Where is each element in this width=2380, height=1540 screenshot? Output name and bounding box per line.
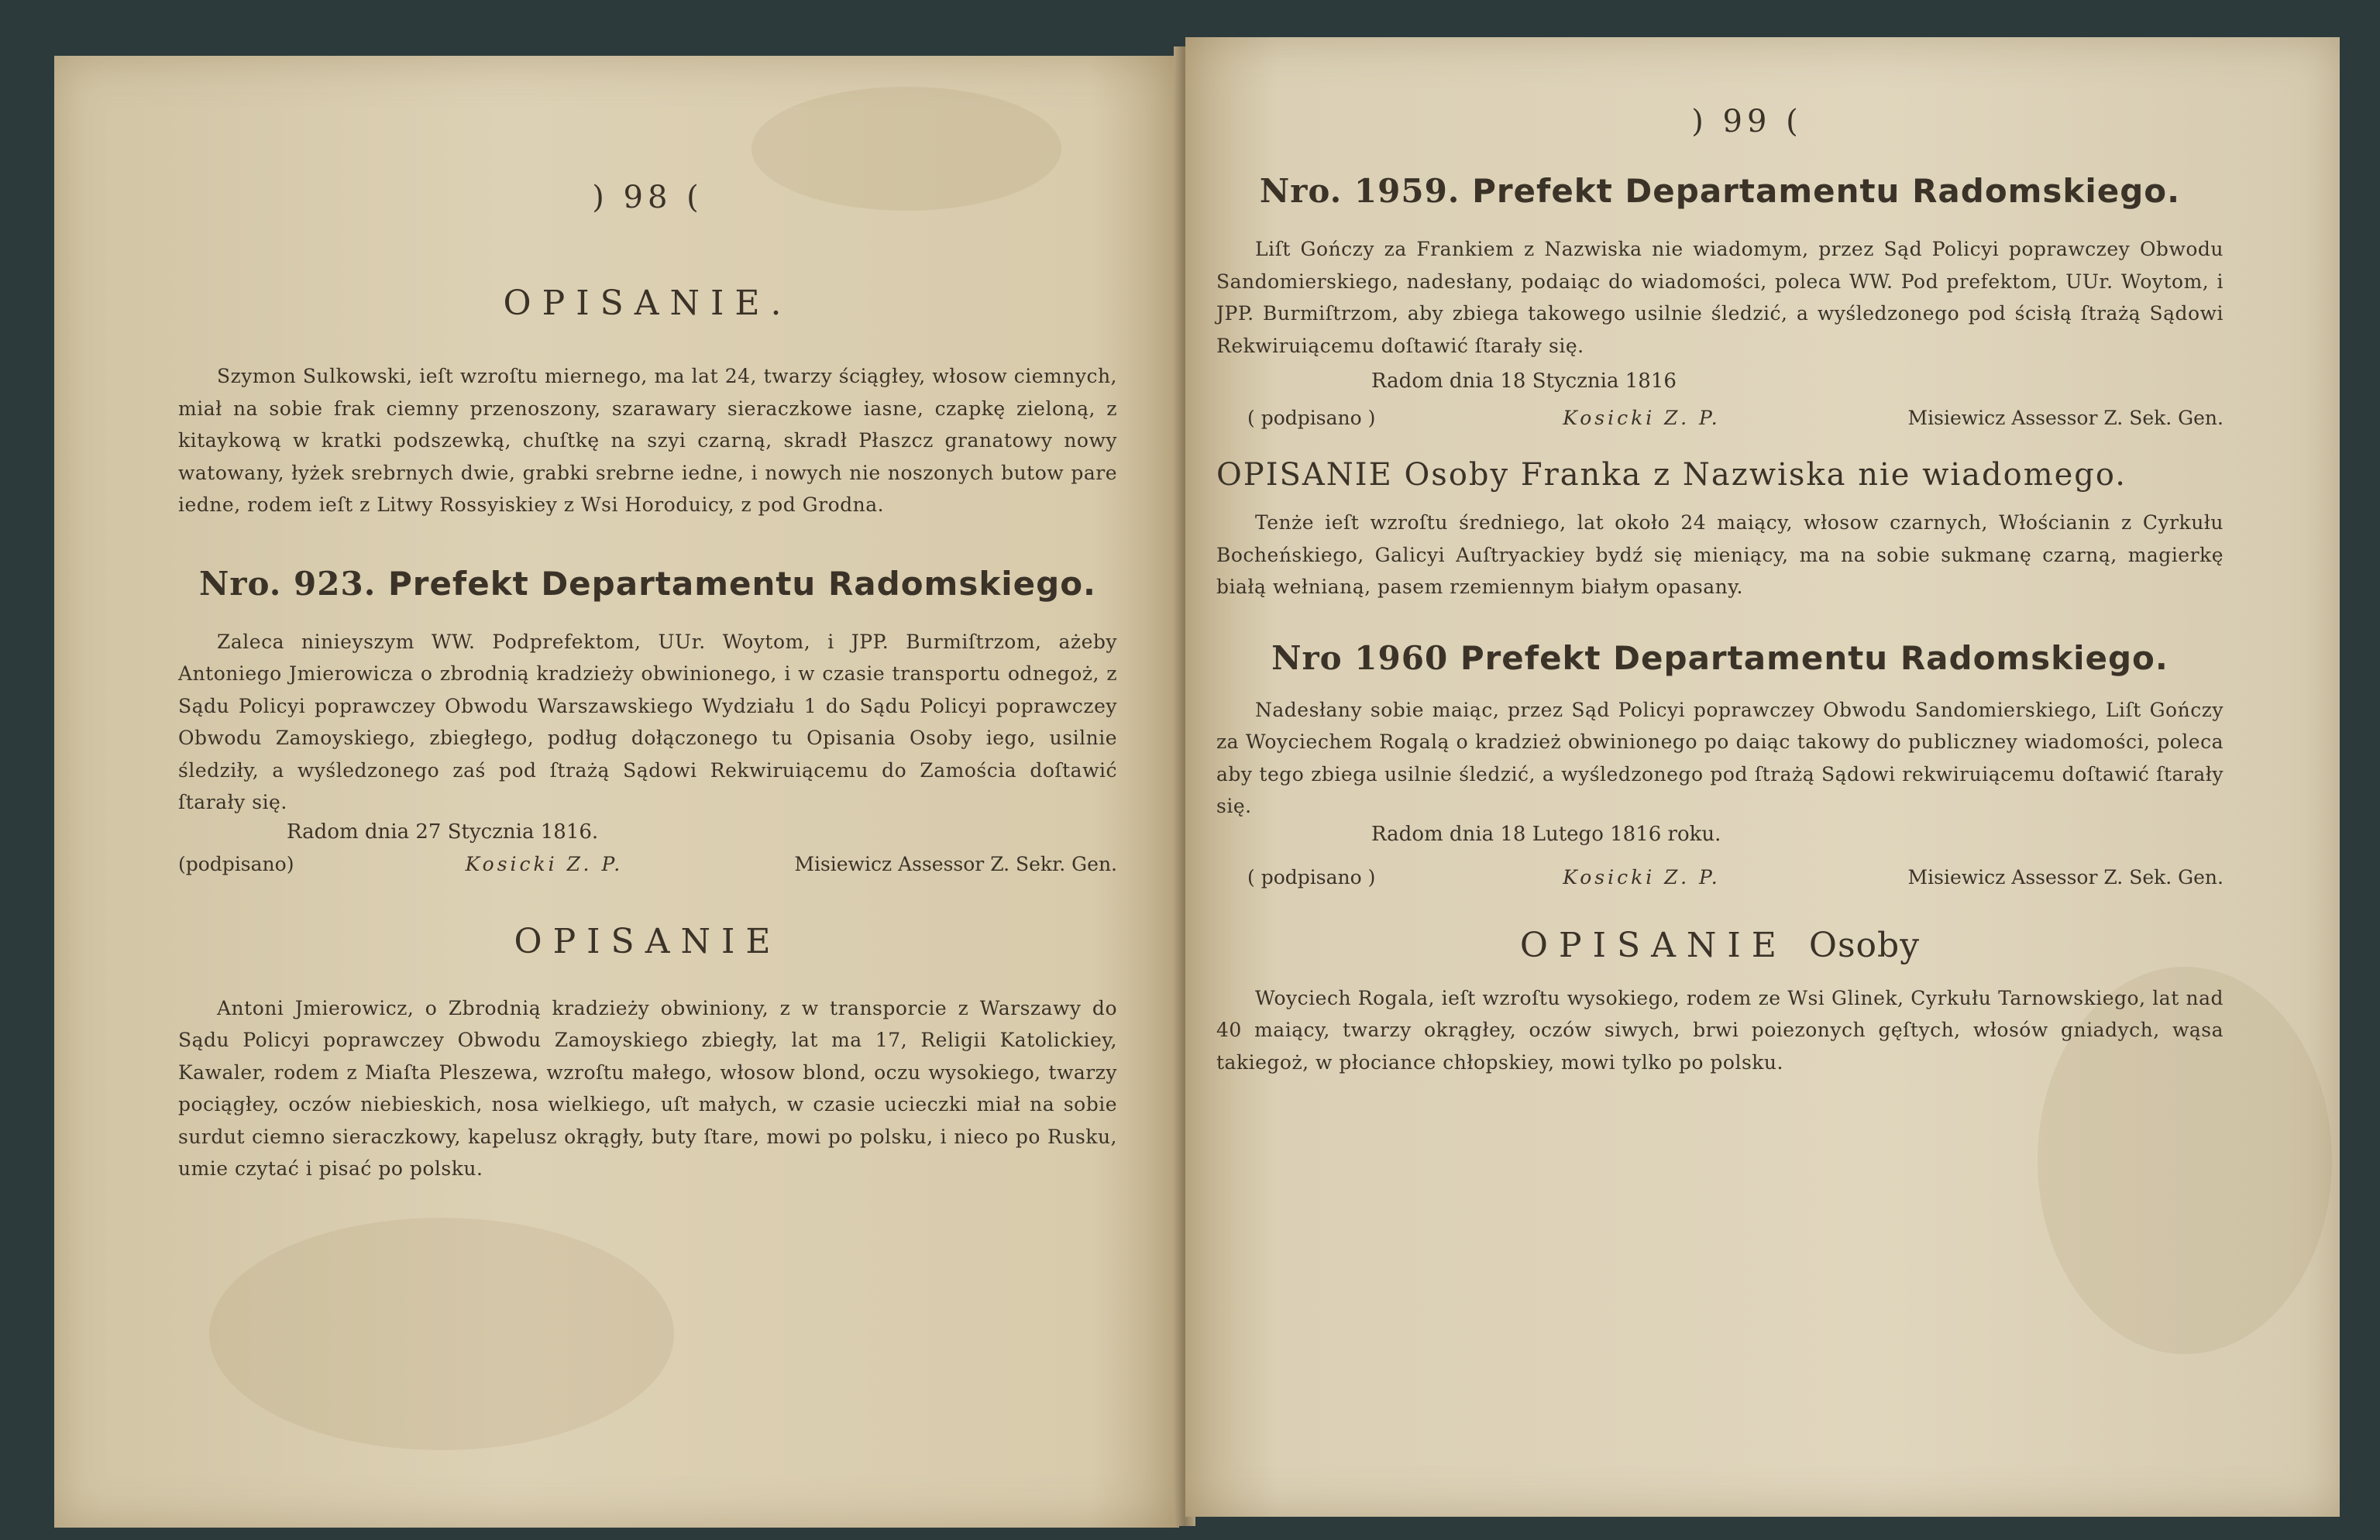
notice-date: Radom dnia 18 Stycznia 1816 [1371, 370, 1677, 393]
notice-number: Nro. 923. [198, 564, 377, 603]
notice-heading [1216, 639, 2224, 677]
signature-name: Kosicki Z. P. [465, 852, 624, 875]
opisanie-main: OPISANIE [1519, 925, 1787, 965]
opisanie-heading [1216, 926, 2224, 965]
opisanie-heading: OPISANIE. [503, 284, 793, 323]
opisanie-heading: OPISANIE [514, 921, 782, 961]
notice-heading [1216, 172, 2224, 210]
signature-assessor: Misiewicz Assessor Z. Sek. Gen. [1907, 865, 2224, 889]
signature-line [1216, 866, 2224, 889]
description-paragraph: Tenże ieſt wzroſtu średniego, lat około 24 maiący, włosow czarnych, Włościanin z Cyrkułu Bocheńskiego, Galicyi Auſtryackiey bydź się mieniący, ma na sobie sukmanę czarną, magierkę białą wełnianą, pasem rzemiennym białym opasany. [1216, 511, 2224, 598]
signature-line [178, 853, 1117, 875]
signature-assessor: Misiewicz Assessor Z. Sekr. Gen. [794, 852, 1117, 875]
opisanie-heading: OPISANIE Osoby Franka z Nazwiska nie wiadomego. [1216, 457, 2127, 493]
description-paragraph: Woyciech Rogala, ieſt wzroſtu wysokiego, rodem ze Wsi Glinek, Cyrkułu Tarnowskiego, lat nad 40 maiący, twarzy okrągłey, oczów siwych, brwi poiezonych gęſtych, włosów gniadych, wąsa takiegoż, w płociance chłopskiey, mowi tylko po polsku. [1216, 986, 2224, 1074]
signature-label: ( podpisano ) [1247, 407, 1376, 429]
notice-heading [178, 565, 1117, 603]
notice-number: Nro. 1959. [1259, 172, 1460, 210]
left-page [54, 56, 1179, 1528]
signature-label: (podpisano) [178, 852, 294, 875]
description-paragraph: Antoni Jmierowicz, o Zbrodnią kradzieży obwiniony, z w transporcie z Warszawy do Sądu Policyi poprawczey Obwodu Zamoyskiego zbiegły, lat ma 17, Religii Katolickiey, Kawaler, rodem z Miaſta Pleszewa, wzroſtu małego, włosow blond, oczu wysokiego, twarzy pociągłey, oczów niebieskich, nosa wielkiego, uſt małych, w czasie ucieczki miał na sobie surdut ciemno sieraczkowy, kapelusz okrągły, buty ſtare, mowi po polsku, i nieco po Rusku, umie czytać i pisać po polsku. [178, 996, 1117, 1180]
right-page [1185, 37, 2340, 1517]
notice-date: Radom dnia 18 Lutego 1816 roku. [1371, 822, 1721, 846]
signature-assessor: Misiewicz Assessor Z. Sek. Gen. [1907, 407, 2224, 429]
notice-title: Prefekt Departamentu Radomskiego. [1460, 638, 2168, 677]
signature-label: ( podpisano ) [1247, 865, 1376, 889]
signature-name: Kosicki Z. P. [1563, 865, 1721, 889]
notice-paragraph: Nadesłany sobie maiąc, przez Sąd Policyi poprawczey Obwodu Sandomierskiego, Liſt Gończy za Woyciechem Rogalą o kradzież obwinionego po daiąc takowy do publiczney wiadomości, poleca aby tego zbiega usilnie śledzić, a wyśledzonego pod ſtrażą Sądowi rekwiruiącemu doſtawić ſtarały się. [1216, 698, 2224, 817]
notice-number: Nro 1960 [1271, 638, 1449, 677]
signature-name: Kosicki Z. P. [1563, 407, 1721, 429]
notice-title: Prefekt Departamentu Radomskiego. [1472, 172, 2181, 210]
description-paragraph: Szymon Sulkowski, ieſt wzroſtu miernego, ma lat 24, twarzy ściągłey, włosow ciemnych, miał na sobie frak ciemny przenoszony, szarawary sieraczkowe iasne, czapkę zieloną, z kitaykową w kratki podszewką, chuſtkę na szyi czarną, skradł Płaszcz granatowy nowy watowany, łyżek srebrnych dwie, grabki srebrne iedne, i nowych nie noszonych butow pare iedne, rodem ieſt z Litwy Rossyiskiey z Wsi Horoduicy, z pod Grodna. [178, 365, 1117, 516]
notice-paragraph: Liſt Gończy za Frankiem z Nazwiska nie wiadomym, przez Sąd Policyi poprawczey Obwodu Sandomierskiego, nadesłany, podaiąc do wiadomości, poleca WW. Pod prefektom, UUr. Woytom, i JPP. Burmiſtrzom, aby zbiega takowego usilnie śledzić, a wyśledzonego pod ścisłą ſtrażą Sądowi Rekwiruiącemu doſtawić ſtarały się. [1216, 238, 2224, 357]
signature-line [1216, 407, 2224, 429]
page-number: ) 98 ( [592, 180, 703, 215]
notice-date: Radom dnia 27 Stycznia 1816. [287, 820, 599, 844]
notice-title: Prefekt Departamentu Radomskiego. [387, 564, 1097, 603]
opisanie-sub: Osoby [1808, 925, 1921, 965]
notice-paragraph: Zaleca ninieyszym WW. Podprefektom, UUr. Woytom, i JPP. Burmiſtrzom, ażeby Antoniego Jmierowicza o zbrodnią kradzieży obwinionego, i w czasie transportu odnegoż, z Sądu Policyi poprawczey Obwodu Warszawskiego Wydziału 1 do Sądu Policyi poprawczey Obwodu Zamoyskiego, zbiegłego, podług dołączonego tu Opisania Osoby iego, usilnie śledziły, a wyśledzonego zaś pod ſtrażą Sądowi Rekwiruiącemu do Zamościa doſtawić ſtarały się. [178, 630, 1117, 813]
page-number: ) 99 ( [1691, 104, 1803, 139]
